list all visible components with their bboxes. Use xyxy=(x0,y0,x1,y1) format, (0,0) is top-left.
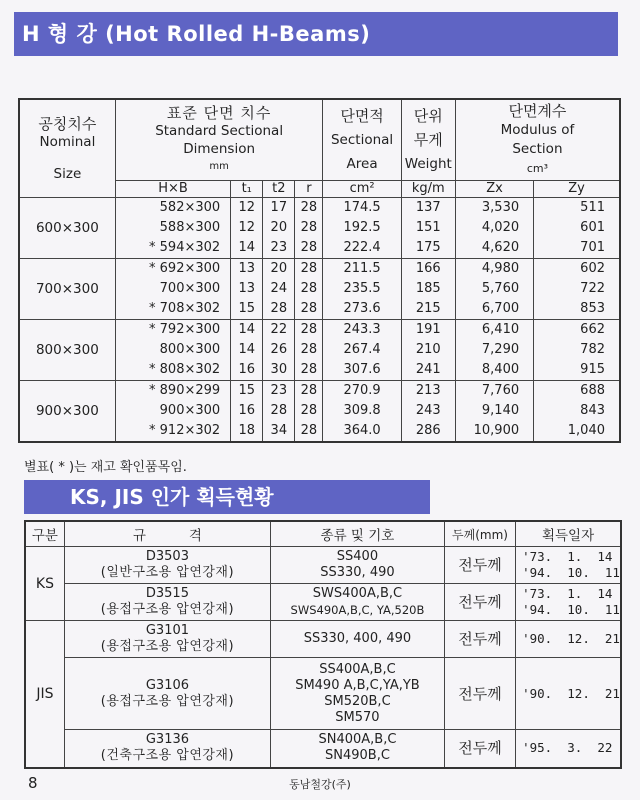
area-cell: 273.6 xyxy=(323,299,401,320)
date-line: '94. 10. 11 xyxy=(522,602,620,617)
zy-cell: 701 xyxy=(534,238,620,259)
date-cell xyxy=(516,584,621,621)
area-cell: 270.9 xyxy=(323,381,401,402)
hxb-cell: * 808×302 xyxy=(115,360,230,381)
area-cell: 222.4 xyxy=(323,238,401,259)
area-cell: 364.0 xyxy=(323,421,401,442)
r-header: r xyxy=(295,181,323,198)
thickness-cell: 전두께 xyxy=(444,658,515,730)
thickness-cell: 전두께 xyxy=(444,547,515,584)
stock-note: 별표( * )는 재고 확인품목임. xyxy=(24,460,187,475)
spec-desc: (용접구조용 압연강재) xyxy=(100,693,235,709)
zx-cell: 3,530 xyxy=(455,198,533,219)
area-unit-header: cm² xyxy=(323,181,401,198)
area-cell: 211.5 xyxy=(323,259,401,280)
hxb-cell: * 708×302 xyxy=(115,299,230,320)
zy-cell: 688 xyxy=(534,381,620,402)
grade-line: SS330, 490 xyxy=(320,565,395,580)
zx-cell: 9,140 xyxy=(455,401,533,421)
t1-cell: 16 xyxy=(231,401,263,421)
certification-banner: KS, JIS 인가 획득현황 xyxy=(24,480,430,514)
grade-line: SM570 xyxy=(335,709,380,725)
date-line: '90. 12. 21 xyxy=(522,685,620,701)
t1-cell: 15 xyxy=(231,299,263,320)
standard-dimension-header: 표준 단면 치수 Standard Sectional Dimension mm xyxy=(115,99,323,181)
zx-cell: 7,290 xyxy=(455,340,533,360)
spec-cell xyxy=(64,730,270,768)
sectional-area-header: 단면적 Sectional Area xyxy=(323,99,401,181)
zx-cell: 5,760 xyxy=(455,279,533,299)
date-line: '95. 3. 22 xyxy=(522,740,613,756)
t1-cell: 14 xyxy=(231,320,263,341)
zx-cell: 6,410 xyxy=(455,320,533,341)
grade-cell xyxy=(271,730,445,768)
table-row xyxy=(25,584,621,621)
r-cell: 28 xyxy=(295,401,323,421)
page-title-banner: H 형 강 (Hot Rolled H-Beams) xyxy=(14,12,618,56)
zx-cell: 7,760 xyxy=(455,381,533,402)
page-number: 8 xyxy=(28,774,38,792)
hxb-cell: 582×300 xyxy=(115,198,230,219)
grade-header: 종류 및 기호 xyxy=(271,521,445,547)
t1-cell: 18 xyxy=(231,421,263,442)
ks-category-cell: KS xyxy=(25,547,64,621)
spec-code: G3101 xyxy=(145,623,190,638)
t2-cell: 28 xyxy=(263,401,295,421)
grade-line: SN490B,C xyxy=(324,748,390,764)
date-line: '94. 10. 11 xyxy=(522,565,620,580)
r-cell: 28 xyxy=(295,279,323,299)
modulus-header: 단면계수 Modulus of Section cm³ xyxy=(455,99,620,181)
weight-cell: 175 xyxy=(401,238,455,259)
nominal-size-cell: 600×300 xyxy=(19,198,115,259)
t2-cell: 17 xyxy=(263,198,295,219)
certification-table xyxy=(24,520,622,769)
spec-code: D3515 xyxy=(145,586,189,601)
grade-line: SN400A,B,C xyxy=(318,732,397,748)
zx-cell: 4,620 xyxy=(455,238,533,259)
spec-desc: (용접구조용 압연강재) xyxy=(100,639,235,654)
date-cell xyxy=(516,730,621,768)
r-cell: 28 xyxy=(295,238,323,259)
grade-line: SS400A,B,C xyxy=(319,661,396,677)
spec-desc: (건축구조용 압연강재) xyxy=(100,748,235,764)
t1-cell: 14 xyxy=(231,340,263,360)
hxb-cell: * 792×300 xyxy=(115,320,230,341)
spec-cell xyxy=(64,658,270,730)
grade-cell xyxy=(271,621,445,658)
weight-cell: 137 xyxy=(401,198,455,219)
t1-cell: 12 xyxy=(231,198,263,219)
date-cell xyxy=(516,547,621,584)
table-row xyxy=(19,320,620,341)
r-cell: 28 xyxy=(295,360,323,381)
area-cell: 307.6 xyxy=(323,360,401,381)
area-cell: 309.8 xyxy=(323,401,401,421)
company-name: 동남철강(주) xyxy=(289,778,351,791)
jis-category-cell: JIS xyxy=(25,621,64,768)
date-line: '73. 1. 14 xyxy=(522,549,613,564)
grade-cell xyxy=(271,547,445,584)
t2-header: t2 xyxy=(263,181,295,198)
grade-line: SS330, 400, 490 xyxy=(303,631,412,646)
zy-cell: 915 xyxy=(534,360,620,381)
zy-cell: 602 xyxy=(534,259,620,280)
t2-cell: 22 xyxy=(263,320,295,341)
t2-cell: 24 xyxy=(263,279,295,299)
h-beam-table xyxy=(18,98,621,443)
hxb-cell: 588×300 xyxy=(115,218,230,238)
zy-cell: 662 xyxy=(534,320,620,341)
r-cell: 28 xyxy=(295,198,323,219)
weight-cell: 243 xyxy=(401,401,455,421)
spec-code: G3136 xyxy=(145,732,190,748)
spec-desc: (일반구조용 압연강재) xyxy=(100,565,235,580)
unit-weight-header: 단위 무게 Weight xyxy=(401,99,455,181)
table-row xyxy=(19,198,620,219)
nominal-size-cell: 800×300 xyxy=(19,320,115,381)
nominal-size-cell: 900×300 xyxy=(19,381,115,443)
table-row xyxy=(19,259,620,280)
zy-cell: 511 xyxy=(534,198,620,219)
t2-cell: 23 xyxy=(263,238,295,259)
zy-cell: 782 xyxy=(534,340,620,360)
t1-cell: 13 xyxy=(231,279,263,299)
grade-line: SWS400A,B,C xyxy=(312,586,403,601)
category-header: 구분 xyxy=(25,521,64,547)
weight-cell: 210 xyxy=(401,340,455,360)
date-cell xyxy=(516,658,621,730)
weight-cell: 191 xyxy=(401,320,455,341)
zx-cell: 10,900 xyxy=(455,421,533,442)
t1-cell: 13 xyxy=(231,259,263,280)
zx-header: Zx xyxy=(455,181,533,198)
nominal-size-cell: 700×300 xyxy=(19,259,115,320)
zy-cell: 601 xyxy=(534,218,620,238)
hxb-cell: * 692×300 xyxy=(115,259,230,280)
hxb-header: H×B xyxy=(115,181,230,198)
spec-header: 규 격 xyxy=(64,521,270,547)
spec-cell xyxy=(64,584,270,621)
weight-cell: 286 xyxy=(401,421,455,442)
zx-cell: 8,400 xyxy=(455,360,533,381)
spec-code: G3106 xyxy=(145,677,190,693)
zy-cell: 853 xyxy=(534,299,620,320)
grade-line: SM490 A,B,C,YA,YB xyxy=(295,677,420,693)
table-row xyxy=(25,621,621,658)
hxb-cell: 700×300 xyxy=(115,279,230,299)
grade-cell xyxy=(271,658,445,730)
weight-cell: 185 xyxy=(401,279,455,299)
hxb-cell: 900×300 xyxy=(115,401,230,421)
zx-cell: 4,020 xyxy=(455,218,533,238)
spec-cell xyxy=(64,547,270,584)
t2-cell: 23 xyxy=(263,381,295,402)
zx-cell: 4,980 xyxy=(455,259,533,280)
table-row xyxy=(25,547,621,584)
weight-cell: 213 xyxy=(401,381,455,402)
zy-header: Zy xyxy=(534,181,620,198)
hxb-cell: * 912×302 xyxy=(115,421,230,442)
grade-line: SWS490A,B,C, YA,520B xyxy=(290,603,425,617)
table-row xyxy=(25,730,621,768)
r-cell: 28 xyxy=(295,320,323,341)
date-header: 획득일자 xyxy=(516,521,621,547)
t2-cell: 28 xyxy=(263,299,295,320)
area-cell: 243.3 xyxy=(323,320,401,341)
t1-cell: 15 xyxy=(231,381,263,402)
weight-cell: 241 xyxy=(401,360,455,381)
table-row xyxy=(19,381,620,402)
t2-cell: 20 xyxy=(263,218,295,238)
t1-cell: 14 xyxy=(231,238,263,259)
thickness-cell: 전두께 xyxy=(444,621,515,658)
thickness-cell: 전두께 xyxy=(444,730,515,768)
r-cell: 28 xyxy=(295,218,323,238)
hxb-cell: 800×300 xyxy=(115,340,230,360)
grade-line: SM520B,C xyxy=(324,693,391,709)
date-line: '73. 1. 14 xyxy=(522,586,613,601)
r-cell: 28 xyxy=(295,299,323,320)
weight-cell: 215 xyxy=(401,299,455,320)
r-cell: 28 xyxy=(295,340,323,360)
r-cell: 28 xyxy=(295,259,323,280)
grade-cell xyxy=(271,584,445,621)
grade-line: SS400 xyxy=(336,549,379,564)
hxb-cell: * 594×302 xyxy=(115,238,230,259)
zy-cell: 722 xyxy=(534,279,620,299)
area-cell: 267.4 xyxy=(323,340,401,360)
table-row xyxy=(25,658,621,730)
t2-cell: 20 xyxy=(263,259,295,280)
zx-cell: 6,700 xyxy=(455,299,533,320)
area-cell: 174.5 xyxy=(323,198,401,219)
weight-cell: 166 xyxy=(401,259,455,280)
hxb-cell: * 890×299 xyxy=(115,381,230,402)
weight-cell: 151 xyxy=(401,218,455,238)
spec-code: D3503 xyxy=(145,549,189,564)
t1-header: t₁ xyxy=(231,181,263,198)
t1-cell: 16 xyxy=(231,360,263,381)
spec-desc: (용접구조용 압연강재) xyxy=(100,602,235,617)
zy-cell: 843 xyxy=(534,401,620,421)
t2-cell: 34 xyxy=(263,421,295,442)
date-cell xyxy=(516,621,621,658)
area-cell: 192.5 xyxy=(323,218,401,238)
r-cell: 28 xyxy=(295,381,323,402)
thickness-header: 두께(mm) xyxy=(444,521,515,547)
spec-cell xyxy=(64,621,270,658)
nominal-size-header: 공칭치수 Nominal Size xyxy=(19,99,115,198)
area-cell: 235.5 xyxy=(323,279,401,299)
t2-cell: 30 xyxy=(263,360,295,381)
t2-cell: 26 xyxy=(263,340,295,360)
thickness-cell: 전두께 xyxy=(444,584,515,621)
t1-cell: 12 xyxy=(231,218,263,238)
date-line: '90. 12. 21 xyxy=(522,631,620,646)
r-cell: 28 xyxy=(295,421,323,442)
zy-cell: 1,040 xyxy=(534,421,620,442)
weight-unit-header: kg/m xyxy=(401,181,455,198)
